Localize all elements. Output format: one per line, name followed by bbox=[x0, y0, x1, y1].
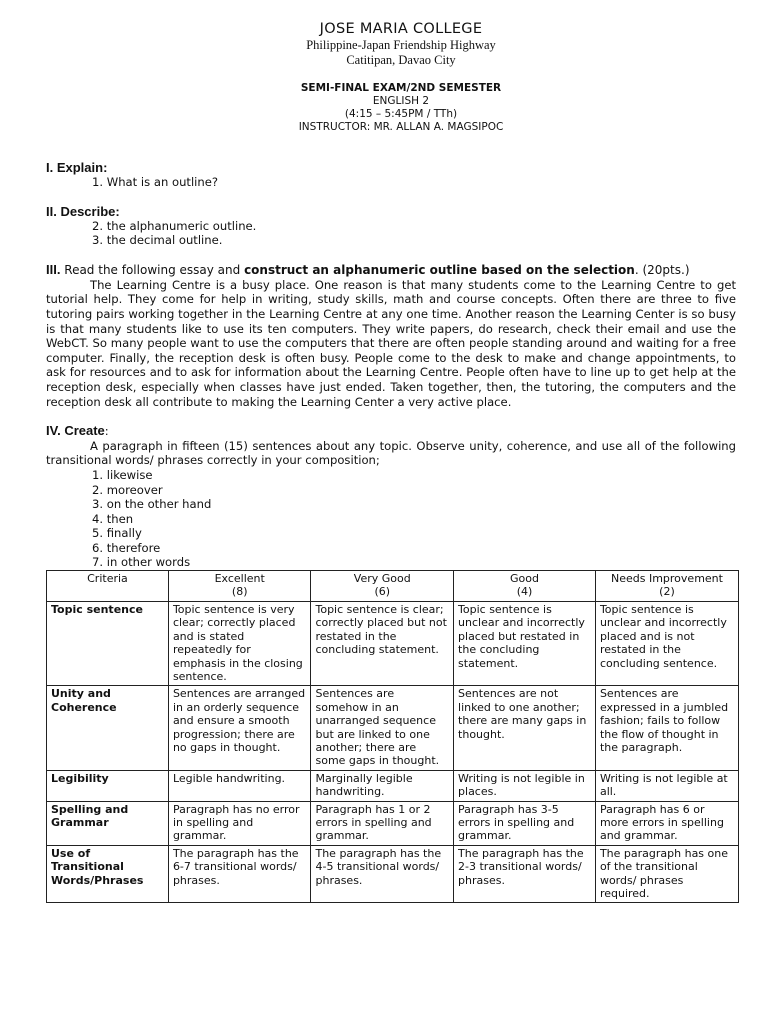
exam-title: SEMI-FINAL EXAM/2ND SEMESTER bbox=[300, 82, 502, 94]
section-describe-title: II. Describe: bbox=[46, 203, 120, 219]
rubric-header-excellent: Excellent (8) bbox=[168, 571, 311, 602]
rubric-header-row bbox=[47, 571, 739, 602]
instructor: INSTRUCTOR: MR. ALLAN A. MAGSIPOC bbox=[298, 121, 504, 133]
table-row bbox=[47, 770, 739, 801]
rubric-cell: Topic sentence is unclear and incorrectly placed but restated in the concluding statement. bbox=[454, 601, 596, 685]
transition-item: 1. likewise bbox=[92, 467, 153, 482]
section-create-title: IV. Create bbox=[46, 423, 105, 439]
section-outline-number: III. bbox=[46, 261, 61, 277]
transition-item: 4. then bbox=[92, 511, 134, 526]
table-row bbox=[47, 845, 739, 903]
transition-item: 6. therefore bbox=[92, 540, 161, 555]
section-explain-title: I. Explain: bbox=[46, 160, 108, 175]
rubric-header-criteria: Criteria bbox=[47, 571, 169, 602]
create-instructions: A paragraph in fifteen (15) sentences about any topic. Observe unity, coherence, and use all of the following transitional words/ phrases correctly in your composition; bbox=[46, 438, 736, 468]
describe-item-3: 3. the decimal outline. bbox=[92, 233, 223, 248]
rubric-cell: Paragraph has 3-5 errors in spelling and grammar. bbox=[454, 801, 596, 845]
rubric-cell: The paragraph has the 6-7 transitional words/ phrases. bbox=[168, 845, 311, 903]
explain-item-1: 1. What is an outline? bbox=[92, 175, 219, 189]
address-line-2: Catitipan, Davao City bbox=[346, 53, 456, 67]
rubric-criteria-cell: Use of Transitional Words/Phrases bbox=[47, 845, 169, 903]
table-row bbox=[47, 601, 739, 685]
rubric-cell: Marginally legible handwriting. bbox=[311, 770, 454, 801]
rubric-cell: Topic sentence is unclear and incorrectly placed and is not restated in the concluding sentence. bbox=[595, 601, 738, 685]
rubric-criteria-cell: Spelling and Grammar bbox=[47, 801, 169, 845]
section-create-title-line bbox=[46, 423, 736, 439]
rubric-cell: The paragraph has the 2-3 transitional words/ phrases. bbox=[454, 845, 596, 903]
rubric-cell: Sentences are not linked to one another; there are many gaps in thought. bbox=[454, 686, 596, 770]
section-explain bbox=[46, 160, 736, 190]
describe-item-2: 2. the alphanumeric outline. bbox=[92, 218, 257, 233]
transition-item: 3. on the other hand bbox=[92, 497, 212, 512]
transition-item: 7. in other words bbox=[92, 555, 191, 570]
schedule: (4:15 – 5:45PM / TTh) bbox=[344, 108, 458, 120]
section-create bbox=[46, 423, 736, 570]
rubric-cell: The paragraph has the 4-5 transitional words/ phrases. bbox=[311, 845, 454, 903]
rubric-cell: Topic sentence is very clear; correctly placed and is stated repeatedly for emphasis in the closing sentence. bbox=[168, 601, 311, 685]
section-outline-instruction bbox=[46, 262, 736, 278]
rubric-cell: Writing is not legible at all. bbox=[595, 770, 738, 801]
section-create-colon: : bbox=[104, 424, 109, 439]
section-outline-lead: Read the following essay and bbox=[60, 262, 245, 277]
rubric-cell: Paragraph has no error in spelling and grammar. bbox=[168, 801, 311, 845]
rubric-cell: Writing is not legible in places. bbox=[454, 770, 596, 801]
table-row bbox=[47, 686, 739, 770]
rubric-criteria-cell: Unity and Coherence bbox=[47, 686, 169, 770]
section-describe bbox=[46, 204, 736, 248]
rubric-header-good: Good (4) bbox=[454, 571, 596, 602]
rubric-cell: Legible handwriting. bbox=[168, 770, 311, 801]
section-outline bbox=[46, 262, 736, 409]
rubric-cell: Paragraph has 1 or 2 errors in spelling and grammar. bbox=[311, 801, 454, 845]
rubric-cell: Sentences are somehow in an unarranged sequence but are linked to one another; there are some gaps in thought. bbox=[311, 686, 454, 770]
address-line-1: Philippine-Japan Friendship Highway bbox=[306, 38, 496, 52]
rubric-cell: Sentences are expressed in a jumbled fashion; fails to follow the flow of thought in the paragraph. bbox=[595, 686, 738, 770]
rubric-cell: Topic sentence is clear; correctly placed but not restated in the concluding statement. bbox=[311, 601, 454, 685]
section-outline-points: . (20pts.) bbox=[634, 262, 690, 277]
table-row bbox=[47, 801, 739, 845]
rubric-header-very-good: Very Good (6) bbox=[311, 571, 454, 602]
essay-paragraph: The Learning Centre is a busy place. One reason is that many students come to the Learning Centre to get tutorial help. They come for help in writing, study skills, math and course concepts. Often there are three to five tutoring pairs working together in the Learning Centre at any one time. Another reason the Learning Center is so busy is that many students like to use its ten computers. They write papers, do research, check their email and use the WebCT. So many people want to use the computers that there are often people standing around and waiting for a free computer. Finally, the reception desk is often busy. People come to the desk to make and change appointments, to ask for resources and to ask for information about the Learning Centre. People often have to line up to get help at the reception desk, especially when classes have just ended. Taken together, then, the tutoring, the computers and the reception desk all contribute to making the Learning Center a very active place. bbox=[46, 277, 736, 409]
subject: ENGLISH 2 bbox=[372, 95, 430, 107]
transition-item: 2. moreover bbox=[92, 482, 163, 497]
section-outline-bold: construct an alphanumeric outline based on the selection bbox=[244, 262, 635, 277]
rubric-header-needs-improvement: Needs Improvement (2) bbox=[595, 571, 738, 602]
rubric-criteria-cell: Legibility bbox=[47, 770, 169, 801]
rubric-cell: The paragraph has one of the transitional words/ phrases required. bbox=[595, 845, 738, 903]
rubric-criteria-cell: Topic sentence bbox=[47, 601, 169, 685]
rubric-cell: Paragraph has 6 or more errors in spelling and grammar. bbox=[595, 801, 738, 845]
rubric-cell: Sentences are arranged in an orderly sequence and ensure a smooth progression; there are no gaps in thought. bbox=[168, 686, 311, 770]
rubric-table bbox=[46, 570, 739, 903]
transition-item: 5. finally bbox=[92, 526, 142, 541]
college-name: JOSE MARIA COLLEGE bbox=[319, 21, 483, 37]
